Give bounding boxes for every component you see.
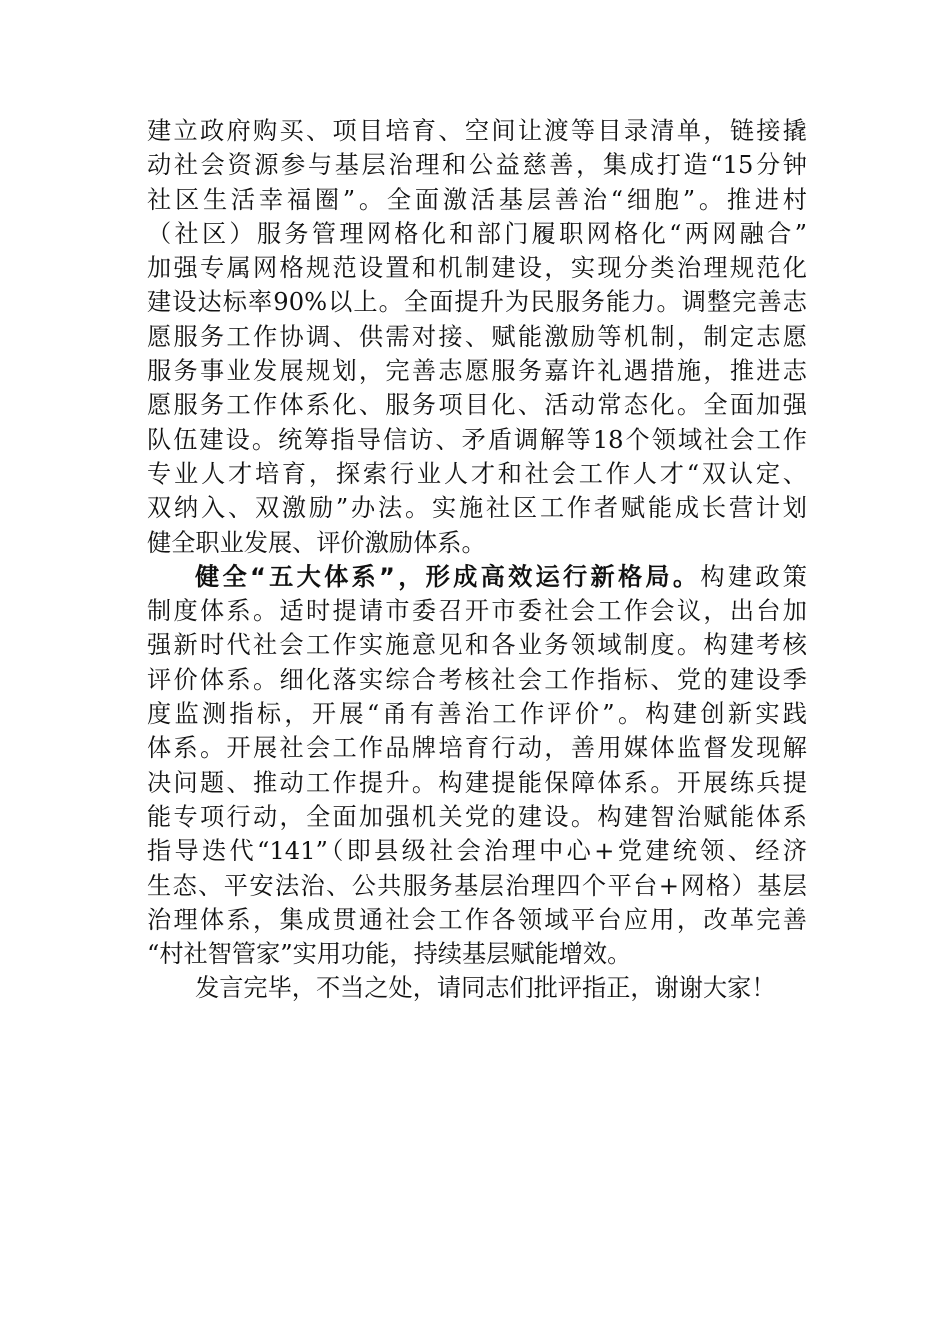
paragraph-heading-line: [147, 560, 807, 594]
document-body: [147, 114, 807, 1006]
text-line: 愿服务工作协调、供需对接、赋能激励等机制，制定志愿: [147, 322, 807, 351]
text-line: 服务事业发展规划，完善志愿服务嘉许礼遇措施，推进志: [147, 357, 807, 386]
text-line: “村社智管家”实用功能，持续基层赋能增效。: [147, 940, 632, 969]
text-line: 度监测指标，开展“甬有善治工作评价”。构建创新实践: [147, 700, 807, 729]
text-line: 建设达标率90%以上。全面提升为民服务能力。调整完善志: [147, 288, 807, 317]
text-line: 能专项行动，全面加强机关党的建设。构建智治赋能体系: [147, 802, 807, 831]
text-line: 指导迭代“141”（即县级社会治理中心+党建统领、经济: [147, 837, 807, 866]
text-line: 愿服务工作体系化、服务项目化、活动常态化。全面加强: [147, 391, 807, 420]
text-line: 建立政府购买、项目培育、空间让渡等目录清单，链接撬: [147, 117, 807, 145]
text-line: 决问题、推动工作提升。构建提能保障体系。开展练兵提: [147, 768, 807, 797]
text-line: 双纳入、双激励”办法。实施社区工作者赋能成长营计划: [147, 494, 807, 523]
text-line: 强新时代社会工作实施意见和各业务领域制度。构建考核: [147, 631, 807, 660]
text-line: 专业人才培育，探索行业人才和社会工作人才“双认定、: [147, 459, 807, 488]
text-line: 动社会资源参与基层治理和公益慈善，集成打造“15分钟: [147, 151, 807, 180]
text-line: 加强专属网格规范设置和机制建设，实现分类治理规范化: [147, 254, 807, 283]
text-line: （社区）服务管理网格化和部门履职网格化“两网融合”: [147, 219, 807, 248]
text-line: 评价体系。细化落实综合考核社会工作指标、党的建设季: [147, 665, 807, 694]
text-line: 健全职业发展、评价激励体系。: [147, 528, 486, 557]
text-fragment: 构建政策: [700, 562, 807, 591]
text-line: 制度体系。适时提请市委召开市委社会工作会议，出台加: [147, 597, 807, 626]
text-line: 社区生活幸福圈”。全面激活基层善治“细胞”。推进村: [147, 185, 807, 214]
closing-line: 发言完毕，不当之处，请同志们批评指正，谢谢大家！: [195, 974, 776, 1003]
text-line: 生态、平安法治、公共服务基层治理四个平台+网格）基层: [147, 871, 807, 900]
text-line: 治理体系，集成贯通社会工作各领域平台应用，改革完善: [147, 905, 807, 934]
paragraph-heading: 健全“五大体系”，形成高效运行新格局。: [195, 562, 701, 591]
text-line: 体系。开展社会工作品牌培育行动，善用媒体监督发现解: [147, 734, 807, 763]
text-line: 队伍建设。统筹指导信访、矛盾调解等18个领域社会工作: [147, 425, 807, 454]
